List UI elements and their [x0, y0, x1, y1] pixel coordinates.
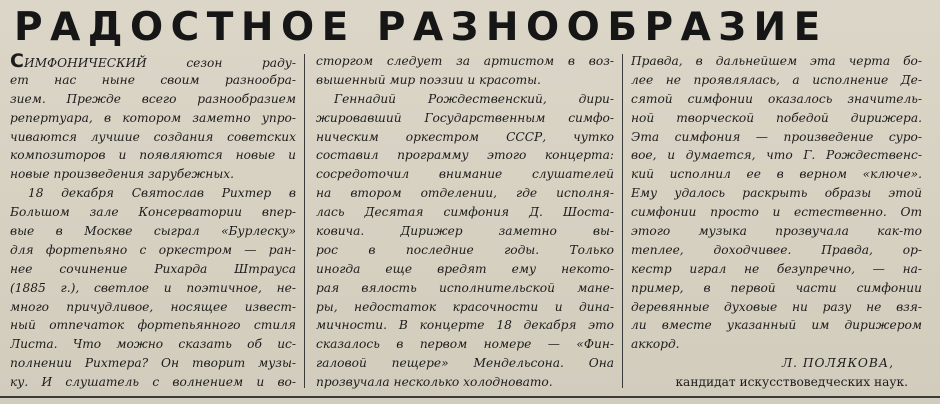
text-line: лее не проявлялась, а исполнение Де-: [631, 72, 922, 87]
text-line: ковича. Дирижер заметно вы-: [316, 224, 614, 239]
author-name-text: Л. ПОЛЯКОВА,: [781, 356, 894, 371]
drop-cap: С: [10, 52, 24, 71]
text-line: сятой симфонии оказалось значитель-: [631, 91, 922, 106]
text-line: галовой пещере» Мендельсона. Она: [316, 356, 614, 371]
text-line: кестр играл не безупречно, — на-: [631, 261, 922, 276]
text-line: Правда, в дальнейшем эта черта бо-: [631, 54, 922, 68]
text-line: сказалось в первом номере — «Фин-: [316, 337, 614, 352]
text-line: вышенный мир поэзии и красоты.: [316, 72, 541, 87]
text-line: Ему удалось раскрыть образы этой: [631, 186, 922, 201]
text-line: лась Десятая симфония Д. Шоста-: [316, 205, 614, 220]
text-line: полнении Рихтера? Он творит музы-: [10, 356, 296, 371]
text-line: вое, и думается, что Г. Рождественс-: [631, 148, 922, 163]
text-line: этого музыка прозвучала как-то: [631, 224, 922, 239]
text-line: ры, недостаток красочности и дина-: [316, 299, 614, 314]
text-line: сторгом следует за артистом в воз-: [316, 54, 614, 68]
text-line: новые произведения зарубежных.: [10, 167, 235, 182]
text-line: ническим оркестром СССР, чутко: [316, 129, 614, 144]
text-line: симфонии просто и естественно. От: [631, 205, 922, 220]
text-line: деревянные духовые ни разу не взя-: [631, 299, 922, 314]
text-line: ной творческой победой дирижера.: [631, 110, 922, 125]
text-line: вые в Москве сыграл «Бурлеску»: [10, 224, 296, 239]
text-line: мичности. В концерте 18 декабря это: [316, 318, 614, 333]
article-headline: РАДОСТНОЕ РАЗНООБРАЗИЕ: [14, 5, 828, 50]
author-name: [631, 354, 922, 373]
article-column-1: [10, 52, 296, 392]
text-line: [10, 52, 296, 71]
text-line: ли вместе указанный им дирижером: [631, 318, 922, 333]
text-line: репертуара, в котором заметно упро-: [10, 110, 296, 125]
text-line: ку. И слушатель с волнением и во-: [10, 375, 296, 390]
text-line: Листа. Что можно сказать об ис-: [10, 337, 296, 352]
author-title: кандидат искусствоведческих наук.: [675, 375, 908, 390]
text-line: Эта симфония — произведение суро-: [631, 129, 922, 144]
text-line: составил программу этого концерта:: [316, 148, 614, 163]
text-line: теплее, доходчивее. Правда, ор-: [631, 242, 922, 257]
text-line: ный отпечаток фортепьянного стиля: [10, 318, 296, 333]
text-line: 18 декабря Святослав Рихтер в: [28, 186, 296, 201]
text-line: Большом зале Консерватории впер-: [10, 205, 296, 220]
text-line: зием. Прежде всего разнообразием: [10, 91, 296, 106]
column-divider: [304, 54, 305, 388]
text-line: для фортепьяно с оркестром — ран-: [10, 242, 296, 257]
text-line: (1885 г.), светлое и поэтичное, не-: [10, 280, 296, 295]
text-line: пример, в первой части симфонии: [631, 280, 922, 295]
text-line: чиваются лучшие создания советских: [10, 129, 296, 144]
article-column-3: [631, 52, 922, 392]
text-line: Геннадий Рождественский, дири-: [334, 91, 614, 106]
text-line: кий исполнил ее в верном «ключе».: [631, 167, 922, 182]
text-line: иногда еще вредят ему некото-: [316, 261, 614, 276]
article-column-2: [316, 52, 614, 392]
column-divider: [622, 54, 623, 388]
text-line: прозвучала несколько холодновато.: [316, 375, 553, 390]
text-line: на втором отделении, где исполня-: [316, 186, 614, 201]
text-line: жировавший Государственным симфо-: [316, 110, 614, 125]
text-line: композиторов и появляются новые и: [10, 148, 296, 163]
text-line: аккорд.: [631, 337, 680, 352]
text-line: сосредоточил внимание слушателей: [316, 167, 614, 182]
text-line: рая вялость исполнительской мане-: [316, 280, 614, 295]
text-line: ет нас ныне своим разнообра-: [10, 72, 296, 87]
text-line: рос в последние годы. Только: [316, 242, 614, 257]
text-line: нее сочинение Рихарда Штрауса: [10, 261, 296, 276]
text-line-rest: ИМФОНИЧЕСКИЙ сезон раду-: [23, 56, 296, 70]
text-line: много причудливое, носящее извест-: [10, 299, 296, 314]
bottom-border: [0, 396, 940, 398]
